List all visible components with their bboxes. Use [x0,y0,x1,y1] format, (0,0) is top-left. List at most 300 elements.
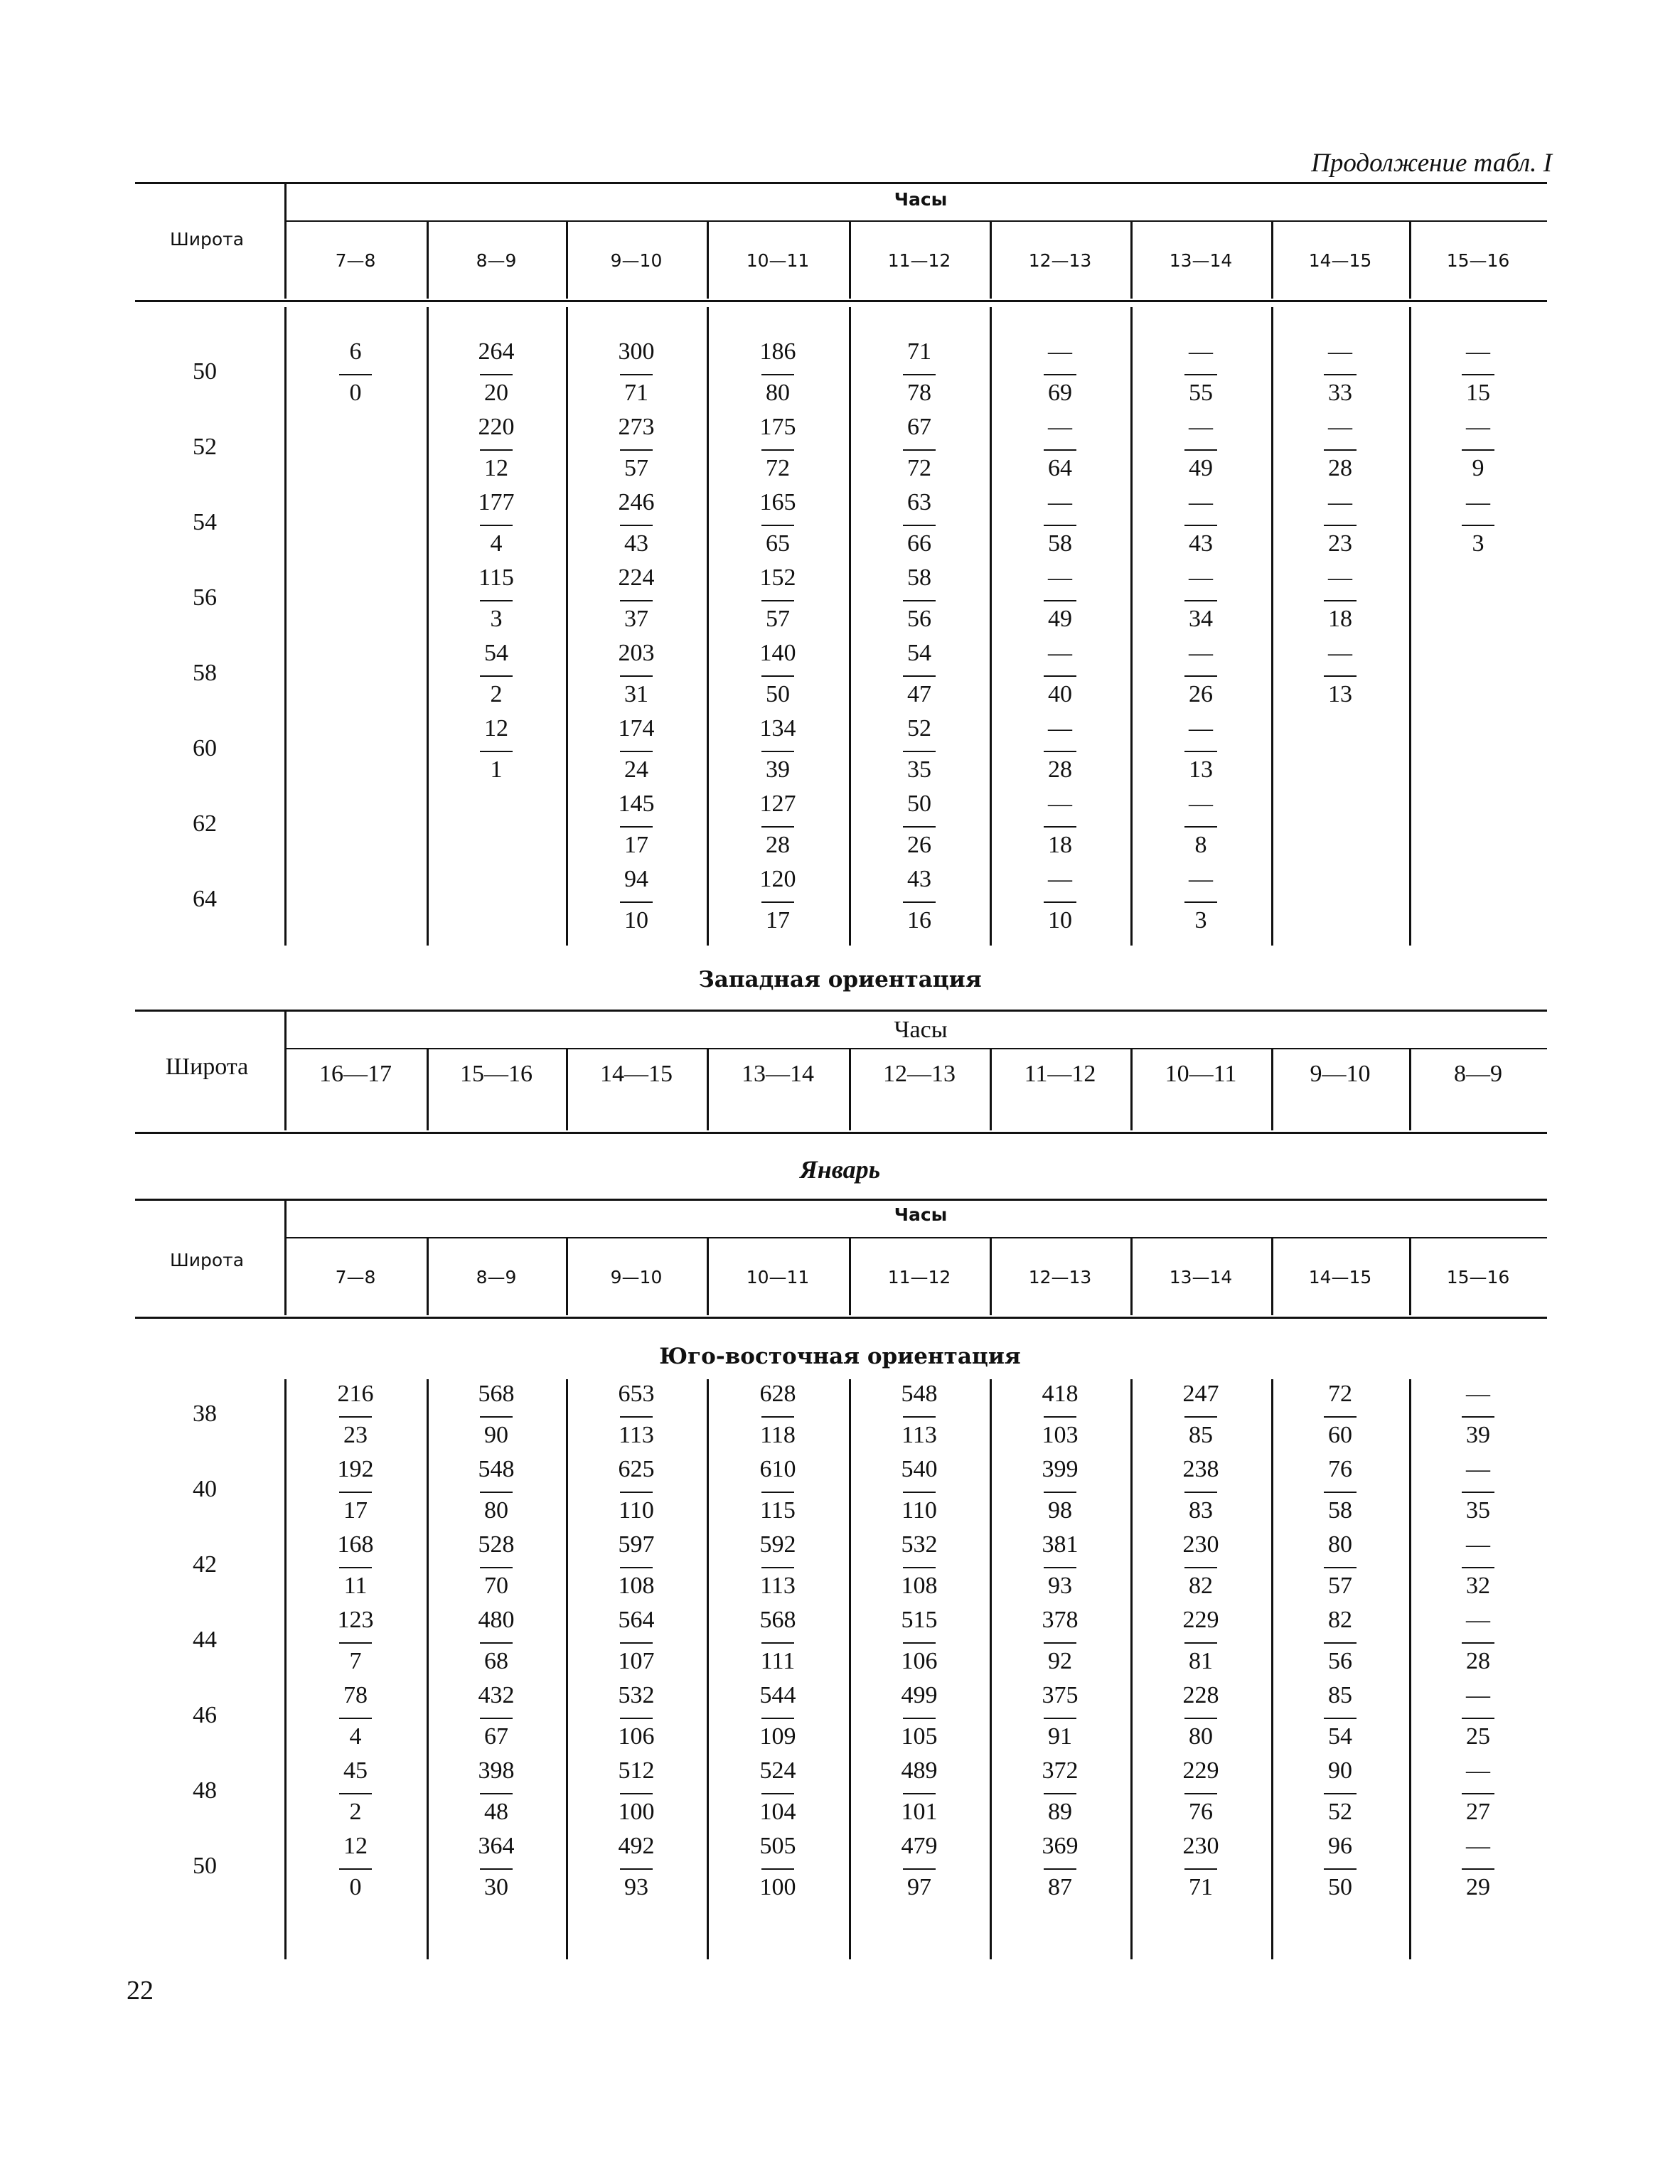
table-cell [446,641,546,707]
cell-numerator: — [1189,715,1213,742]
cell-denominator: 81 [1189,1648,1213,1674]
cell-denominator: 82 [1189,1573,1213,1599]
cell-numerator: — [1466,489,1490,515]
cell-numerator: 418 [1042,1381,1079,1407]
fraction-bar [1044,675,1076,677]
table-cell [728,867,828,933]
fraction-bar [903,1868,936,1870]
table-cell [1290,1457,1390,1523]
hour-column-header: 8—9 [476,1267,517,1288]
column-divider [427,1049,429,1130]
hour-column-header: 14—15 [1308,250,1372,271]
cell-denominator: 2 [490,681,503,707]
column-divider [849,1379,851,1959]
fraction-bar [903,901,936,903]
table-cell [728,792,828,857]
cell-denominator: 0 [349,380,362,406]
cell-denominator: 43 [1189,530,1213,557]
table-cell [870,1684,969,1749]
hour-column-header: 11—12 [887,250,951,271]
cell-denominator: 49 [1189,455,1213,481]
table-cell [1151,1834,1251,1900]
fraction-bar [761,600,794,601]
fraction-bar [761,1492,794,1493]
hour-column-header: 13—14 [742,1061,814,1087]
table-cell [1428,1834,1528,1900]
cell-denominator: 105 [901,1723,938,1750]
cell-denominator: 100 [759,1874,796,1900]
cell-denominator: 31 [624,681,648,707]
cell-denominator: 30 [484,1874,508,1900]
cell-numerator: 177 [478,489,515,515]
cell-numerator: — [1328,489,1352,515]
fraction-bar [761,374,794,375]
fraction-bar [1184,1642,1217,1644]
cell-numerator: 71 [907,338,931,365]
table-cell [1151,641,1251,707]
table-cell [1151,566,1251,631]
cell-denominator: 67 [484,1723,508,1750]
cell-denominator: 26 [907,832,931,858]
column-divider [707,222,709,299]
cell-denominator: 66 [907,530,931,557]
table-cell [728,1457,828,1523]
cell-numerator: — [1466,338,1490,365]
fraction-bar [1324,600,1357,601]
cell-denominator: 108 [618,1573,655,1599]
column-divider [566,1238,568,1315]
cell-numerator: 653 [618,1381,655,1407]
fraction-bar [1324,1416,1357,1418]
table-cell [1428,1759,1528,1824]
fraction-bar [761,751,794,752]
fraction-bar [1184,374,1217,375]
latitude-value: 42 [193,1551,217,1578]
cell-numerator: — [1328,414,1352,440]
table-cell [870,415,969,481]
cell-denominator: 28 [1466,1648,1490,1674]
table-cell [587,1608,686,1674]
fraction-bar [1184,1492,1217,1493]
latitude-value: 58 [193,660,217,686]
fraction-bar [620,1567,653,1568]
continuation-caption: Продолжение табл. I [1311,149,1552,178]
cell-numerator: 67 [907,414,931,440]
cell-numerator: — [1048,791,1072,817]
rule [284,1048,1547,1049]
cell-numerator: 63 [907,489,931,515]
cell-numerator: 145 [618,791,655,817]
cell-denominator: 43 [624,530,648,557]
cell-denominator: 4 [349,1723,362,1750]
table-cell [1010,717,1110,782]
fraction-bar [339,374,372,375]
cell-numerator: 174 [618,715,655,742]
column-divider [849,307,851,946]
cell-numerator: 45 [343,1757,368,1784]
fraction-bar [480,1492,513,1493]
table-cell [1010,1533,1110,1598]
table-cell [1010,1608,1110,1674]
table-cell [1290,641,1390,707]
column-divider [1271,1238,1273,1315]
cell-numerator: 224 [618,564,655,591]
cell-numerator: 78 [343,1682,368,1708]
table-cell [728,717,828,782]
fraction-bar [480,449,513,451]
table-cell [1290,1382,1390,1447]
hour-column-header: 8—9 [476,250,517,271]
fraction-bar [480,751,513,752]
cell-numerator: — [1466,414,1490,440]
table-cell [1290,415,1390,481]
table-cell [1290,1608,1390,1674]
table-cell [728,1533,828,1598]
cell-numerator: 568 [478,1381,515,1407]
column-divider [707,307,709,946]
cell-numerator: 220 [478,414,515,440]
rule [284,1237,1547,1238]
hour-column-header: 12—13 [1028,250,1092,271]
column-divider [707,1049,709,1130]
latitude-value: 46 [193,1702,217,1728]
table-cell [1290,1684,1390,1749]
cell-denominator: 110 [901,1497,937,1524]
cell-denominator: 2 [349,1799,362,1825]
table-cell [728,1834,828,1900]
fraction-bar [620,374,653,375]
table-cell [1151,792,1251,857]
cell-numerator: 94 [624,866,648,892]
cell-numerator: 229 [1182,1757,1219,1784]
cell-numerator: 230 [1182,1833,1219,1859]
cell-denominator: 65 [766,530,790,557]
column-divider [427,222,429,299]
hour-column-header: 11—12 [1024,1061,1096,1087]
fraction-bar [1044,525,1076,526]
table-cell [1428,1608,1528,1674]
cell-denominator: 58 [1048,530,1072,557]
fraction-bar [620,449,653,451]
table-cell [870,717,969,782]
table-cell [587,1759,686,1824]
cell-numerator: — [1466,1757,1490,1784]
cell-numerator: 372 [1042,1757,1079,1784]
cell-numerator: 6 [349,338,362,365]
cell-denominator: 7 [349,1648,362,1674]
fraction-bar [620,675,653,677]
latitude-value: 54 [193,509,217,535]
cell-numerator: 264 [478,338,515,365]
cell-denominator: 70 [484,1573,508,1599]
table-cell [1428,1382,1528,1447]
hour-column-header: 13—14 [1169,1267,1233,1288]
table-cell [306,1457,405,1523]
cell-denominator: 115 [760,1497,796,1524]
column-divider [1409,307,1411,946]
cell-denominator: 111 [760,1648,796,1674]
fraction-bar [1184,600,1217,601]
table-cell [587,566,686,631]
cell-numerator: — [1189,489,1213,515]
fraction-bar [480,525,513,526]
cell-numerator: — [1328,338,1352,365]
cell-numerator: 548 [478,1456,515,1482]
cell-denominator: 8 [1194,832,1207,858]
hour-column-header: 15—16 [1446,250,1510,271]
cell-denominator: 50 [1328,1874,1352,1900]
fraction-bar [761,1416,794,1418]
cell-denominator: 71 [1189,1874,1213,1900]
rule [135,1132,1547,1134]
table-cell [306,1759,405,1824]
table-cell [587,1834,686,1900]
cell-numerator: 364 [478,1833,515,1859]
table-cell [587,1533,686,1598]
column-divider [1130,1238,1133,1315]
table-cell [446,340,546,405]
table-cell [728,1382,828,1447]
table-cell [728,1608,828,1674]
cell-denominator: 50 [766,681,790,707]
rule [135,300,1547,302]
cell-denominator: 92 [1048,1648,1072,1674]
fraction-bar [761,449,794,451]
cell-denominator: 4 [490,530,503,557]
cell-denominator: 28 [766,832,790,858]
cell-numerator: 12 [343,1833,368,1859]
hours-label: Часы [894,1204,948,1225]
hour-column-header: 16—17 [319,1061,392,1087]
table-cell [1151,1684,1251,1749]
cell-numerator: — [1048,414,1072,440]
table-cell [1151,1457,1251,1523]
cell-denominator: 10 [624,907,648,933]
table-cell [306,1608,405,1674]
cell-denominator: 93 [624,1874,648,1900]
fraction-bar [1044,1793,1076,1794]
table-cell [1428,1533,1528,1598]
fraction-bar [620,525,653,526]
table-cell [587,792,686,857]
cell-numerator: 229 [1182,1607,1219,1633]
cell-denominator: 34 [1189,606,1213,632]
cell-denominator: 57 [766,606,790,632]
table-cell [306,340,405,405]
table-cell [1010,1457,1110,1523]
cell-denominator: 76 [1189,1799,1213,1825]
cell-denominator: 18 [1328,606,1352,632]
cell-numerator: 238 [1182,1456,1219,1482]
table-cell [1151,1608,1251,1674]
cell-denominator: 64 [1048,455,1072,481]
column-divider [1271,1049,1273,1130]
fraction-bar [620,1718,653,1719]
table-cell [306,1533,405,1598]
fraction-bar [1324,1868,1357,1870]
cell-numerator: 492 [618,1833,655,1859]
cell-denominator: 113 [619,1422,654,1448]
table-cell [870,566,969,631]
column-divider [1130,1379,1133,1959]
fraction-bar [903,1416,936,1418]
hour-column-header: 14—15 [600,1061,673,1087]
column-divider [427,307,429,946]
cell-denominator: 12 [484,455,508,481]
table-cell [306,1834,405,1900]
table-cell [1010,1684,1110,1749]
column-divider [990,1238,992,1315]
column-divider [284,1379,287,1959]
rule [135,1199,1547,1201]
hour-column-header: 10—11 [746,1267,810,1288]
cell-numerator: 85 [1328,1682,1352,1708]
cell-denominator: 17 [343,1497,368,1524]
hour-column-header: 14—15 [1308,1267,1372,1288]
table-cell [1010,1834,1110,1900]
cell-denominator: 49 [1048,606,1072,632]
latitude-value: 38 [193,1401,217,1427]
cell-numerator: 54 [907,640,931,666]
fraction-bar [903,600,936,601]
cell-denominator: 104 [759,1799,796,1825]
cell-numerator: — [1048,338,1072,365]
cell-numerator: 548 [901,1381,938,1407]
fraction-bar [1044,449,1076,451]
column-divider [990,1049,992,1130]
cell-numerator: — [1048,866,1072,892]
cell-denominator: 47 [907,681,931,707]
fraction-bar [480,1793,513,1794]
fraction-bar [620,1492,653,1493]
cell-denominator: 93 [1048,1573,1072,1599]
cell-numerator: 52 [907,715,931,742]
table-cell [870,340,969,405]
latitude-value: 44 [193,1627,217,1653]
cell-numerator: 499 [901,1682,938,1708]
cell-denominator: 83 [1189,1497,1213,1524]
fraction-bar [1462,1642,1494,1644]
cell-denominator: 23 [343,1422,368,1448]
fraction-bar [1324,1793,1357,1794]
fraction-bar [480,1868,513,1870]
fraction-bar [620,1868,653,1870]
column-divider [849,222,851,299]
cell-denominator: 54 [1328,1723,1352,1750]
fraction-bar [339,1492,372,1493]
cell-numerator: 134 [759,715,796,742]
cell-denominator: 33 [1328,380,1352,406]
table-cell [1010,792,1110,857]
cell-denominator: 103 [1042,1422,1079,1448]
table-cell [1290,1834,1390,1900]
cell-numerator: 120 [759,866,796,892]
table-cell [1010,867,1110,933]
table-cell [1428,340,1528,405]
fraction-bar [1462,525,1494,526]
fraction-bar [1184,1793,1217,1794]
fraction-bar [1184,449,1217,451]
fraction-bar [620,901,653,903]
fraction-bar [620,751,653,752]
cell-numerator: 192 [337,1456,374,1482]
cell-numerator: 54 [484,640,508,666]
cell-denominator: 56 [1328,1648,1352,1674]
table-cell [587,1382,686,1447]
cell-numerator: 480 [478,1607,515,1633]
cell-numerator: 80 [1328,1531,1352,1558]
fraction-bar [761,1567,794,1568]
table-cell [1151,340,1251,405]
fraction-bar [761,1868,794,1870]
column-divider [707,1379,709,1959]
column-divider [849,1238,851,1315]
cell-denominator: 85 [1189,1422,1213,1448]
fraction-bar [1324,1718,1357,1719]
hour-column-header: 10—11 [746,250,810,271]
cell-numerator: — [1189,414,1213,440]
cell-numerator: — [1466,1607,1490,1633]
fraction-bar [1044,1416,1076,1418]
table-cell [1010,491,1110,556]
latitude-label: Широта [165,1054,249,1080]
cell-numerator: 369 [1042,1833,1079,1859]
latitude-value: 48 [193,1777,217,1804]
cell-denominator: 90 [484,1422,508,1448]
fraction-bar [1462,1793,1494,1794]
table-cell [728,1684,828,1749]
fraction-bar [1462,1492,1494,1493]
cell-denominator: 20 [484,380,508,406]
table-cell [1151,491,1251,556]
fraction-bar [1044,1567,1076,1568]
cell-numerator: — [1189,640,1213,666]
cell-denominator: 37 [624,606,648,632]
table-cell [1010,566,1110,631]
fraction-bar [1044,1868,1076,1870]
column-divider [1130,222,1133,299]
cell-denominator: 29 [1466,1874,1490,1900]
cell-numerator: 524 [759,1757,796,1784]
cell-numerator: — [1048,640,1072,666]
fraction-bar [903,826,936,828]
cell-denominator: 39 [766,756,790,783]
cell-denominator: 15 [1466,380,1490,406]
cell-numerator: 228 [1182,1682,1219,1708]
fraction-bar [1324,1492,1357,1493]
table-cell [587,641,686,707]
table-cell [306,1684,405,1749]
table-cell [1290,1759,1390,1824]
table-cell [587,1684,686,1749]
table-cell [1151,717,1251,782]
cell-denominator: 109 [759,1723,796,1750]
cell-numerator: 82 [1328,1607,1352,1633]
table-cell [587,340,686,405]
fraction-bar [1044,901,1076,903]
column-divider [1271,1379,1273,1959]
column-divider [849,1049,851,1130]
cell-denominator: 80 [484,1497,508,1524]
cell-numerator: — [1466,1531,1490,1558]
latitude-label: Широта [169,1250,245,1270]
latitude-value: 62 [193,810,217,837]
cell-denominator: 16 [907,907,931,933]
cell-denominator: 39 [1466,1422,1490,1448]
fraction-bar [339,1868,372,1870]
table-cell [728,491,828,556]
table-cell [446,1608,546,1674]
